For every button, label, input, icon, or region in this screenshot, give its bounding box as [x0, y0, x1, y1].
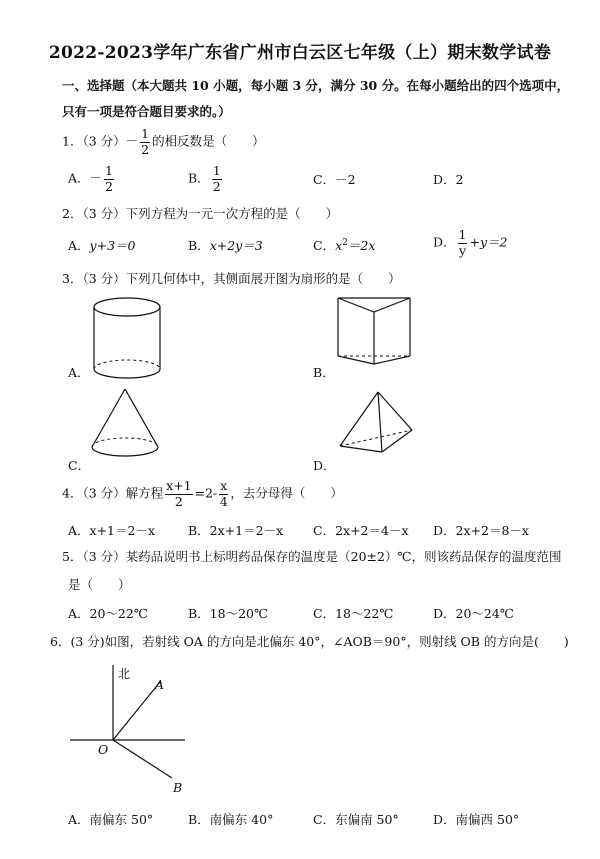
q3-option-b[interactable]: B． — [313, 365, 335, 380]
fraction-denominator: 2 — [212, 178, 221, 194]
option-expression: y+3＝0 — [89, 238, 136, 253]
q5-option-d[interactable]: D．20～24℃ — [433, 606, 514, 621]
tetrahedron-figure — [338, 390, 418, 454]
triangular-prism-figure — [336, 296, 416, 366]
question-2: 2．（3 分）下列方程为一元一次方程的是（ ） — [62, 206, 339, 221]
q4-option-b[interactable]: B．2x+1＝2－x — [188, 523, 284, 538]
fraction-numerator: 1 — [141, 126, 150, 141]
question-4-middle: =2- — [194, 485, 218, 501]
question-1 — [62, 128, 265, 156]
option-rest: ＝2x — [347, 238, 376, 253]
question-1-suffix: 的相反数是（ ） — [152, 133, 265, 149]
fraction-numerator: 1 — [458, 227, 467, 242]
option-label: A． — [68, 170, 90, 186]
option-label: A． — [68, 238, 90, 253]
fraction-numerator: x — [220, 478, 228, 493]
fraction-denominator: y — [458, 242, 467, 258]
question-4-suffix: ，去分母得（ ） — [230, 485, 343, 501]
label-b: B — [173, 780, 183, 795]
q2-option-a[interactable] — [68, 236, 135, 254]
q2-option-b[interactable] — [188, 236, 263, 254]
q5-option-a[interactable]: A．20～22℃ — [68, 606, 148, 621]
q6-option-d[interactable]: D．南偏西 50° — [433, 812, 520, 827]
option-label: B． — [188, 238, 210, 253]
q5-option-c[interactable]: C．18～22℃ — [313, 606, 394, 621]
q1-option-d[interactable]: D．2 — [433, 172, 464, 187]
cone-figure — [90, 387, 160, 459]
fraction-numerator: 1 — [212, 163, 221, 178]
q1-option-c[interactable]: C．－2 — [313, 172, 356, 187]
q3-option-d[interactable]: D． — [313, 458, 336, 473]
fraction-denominator: 4 — [219, 493, 228, 509]
option-sign: － — [89, 170, 103, 186]
question-5-line1: 5．（3 分）某药品说明书上标明药品保存的温度是（20±2）℃，则该药品保存的温度范围 — [62, 549, 562, 564]
q5-option-b[interactable]: B．18～20℃ — [188, 606, 268, 621]
q6-option-b[interactable]: B．南偏东 40° — [188, 812, 274, 827]
label-a: A — [155, 677, 165, 692]
option-expression: x+2y＝3 — [209, 238, 263, 253]
q3-option-c[interactable]: C． — [68, 458, 91, 473]
q4-option-c[interactable]: C．2x+2＝4－x — [313, 523, 409, 538]
q2-option-d[interactable] — [433, 229, 507, 257]
option-base: x — [335, 238, 343, 253]
question-4-prefix: 4．（3 分）解方程 — [62, 485, 164, 501]
fraction-denominator: 2 — [105, 178, 113, 194]
question-6: 6．(3 分)如图，若射线 OA 的方向是北偏东 40°，∠AOB＝90°，则射线 OB 的方向是( ) — [50, 634, 569, 649]
q4-option-d[interactable]: D．2x+2＝8－x — [433, 523, 529, 538]
option-label: C． — [313, 238, 336, 253]
fraction-numerator: x+1 — [166, 478, 192, 493]
q1-option-b[interactable] — [188, 165, 224, 193]
question-5-line2: 是（ ） — [68, 577, 131, 592]
q6-option-c[interactable]: C．东偏南 50° — [313, 812, 399, 827]
section-header-line2: 只有一项是符合题目要求的。） — [62, 104, 231, 119]
option-label: B． — [188, 170, 210, 186]
label-north: 北 — [118, 667, 131, 681]
cylinder-figure — [90, 295, 165, 385]
question-1-fraction — [140, 128, 150, 156]
section-header-line1: 一、选择题（本大题共 10 小题，每小题 3 分，满分 30 分。在每小题给出的四个选项中， — [62, 78, 570, 93]
question-1-prefix: 1．（3 分） — [62, 133, 126, 149]
label-o: O — [98, 742, 109, 757]
q4-option-a[interactable]: A．x+1＝2－x — [68, 523, 156, 538]
page-title: 2022-2023学年广东省广州市白云区七年级（上）期末数学试卷 — [48, 43, 552, 63]
q2-option-c[interactable] — [313, 236, 375, 254]
question-4 — [62, 480, 343, 508]
option-label: D． — [433, 234, 456, 250]
question-3: 3．（3 分）下列几何体中，其侧面展开图为扇形的是（ ） — [62, 271, 401, 286]
fraction-numerator: 1 — [105, 163, 113, 178]
option-rest: +y＝2 — [469, 234, 508, 250]
q1-option-a[interactable] — [68, 165, 116, 193]
fraction-denominator: 2 — [174, 493, 183, 509]
option-exponent: 2 — [342, 237, 348, 248]
q6-option-a[interactable]: A．南偏东 50° — [68, 812, 154, 827]
question-1-minus: － — [125, 133, 139, 149]
fraction-denominator: 2 — [141, 141, 150, 157]
q3-option-a[interactable]: A． — [68, 365, 90, 380]
